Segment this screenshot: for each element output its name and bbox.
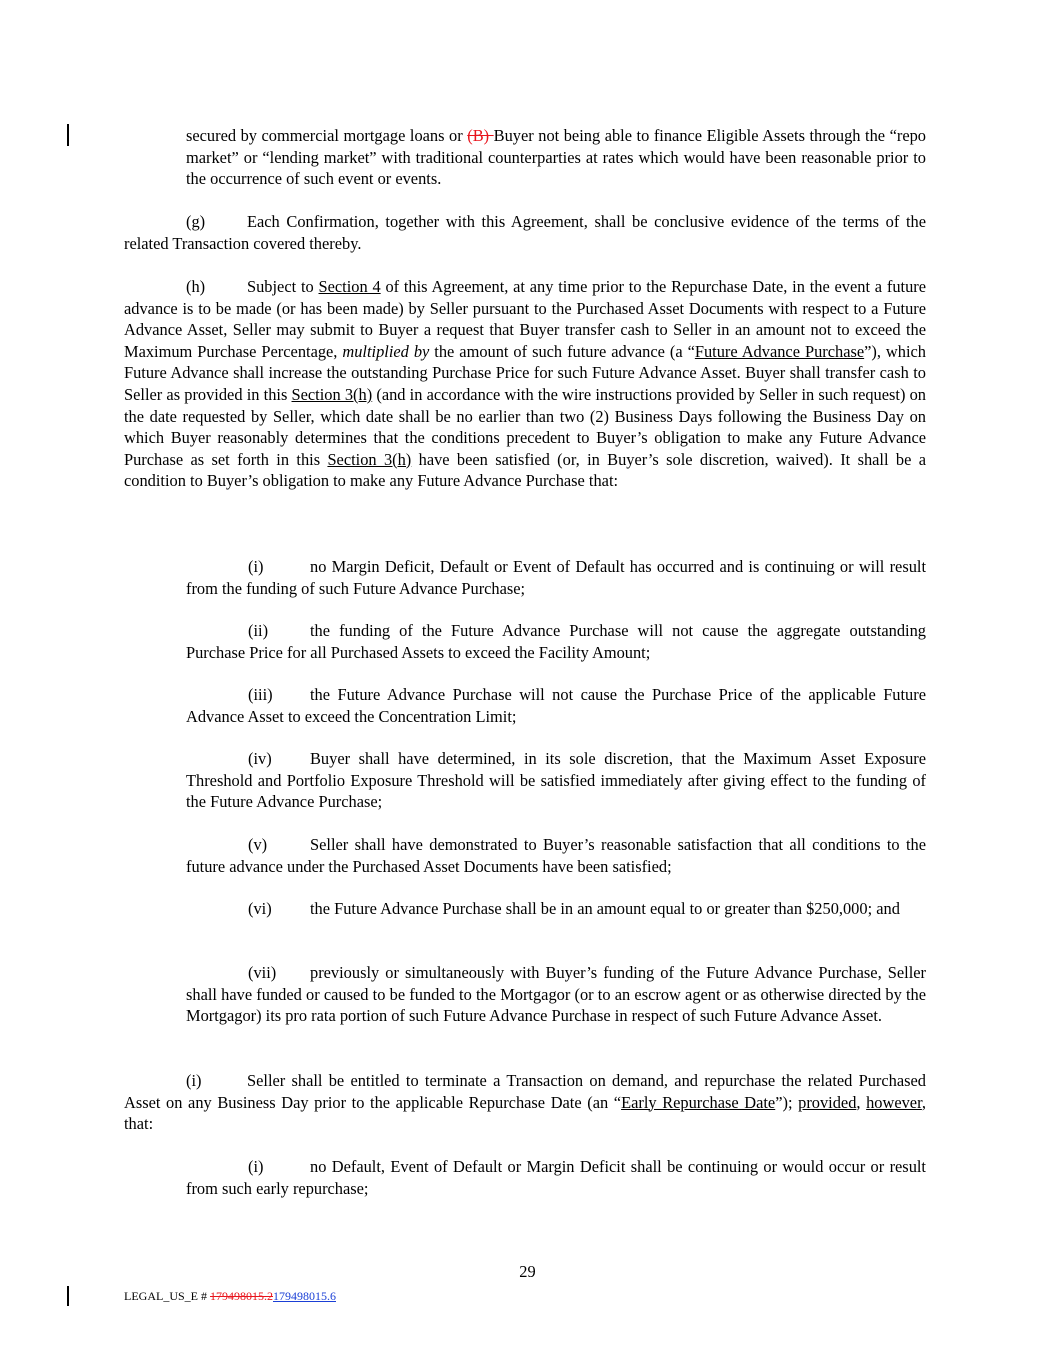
paragraph-h: (h) Subject to Section 4 of this Agreement, at any time prior to the Repurchase Date, in the event a future advance is to be made (or has been made) by Seller pursuant to the Purchased Asset Documents with respect to a Future Advance Asset, Seller may submit to Buyer a request that Buyer transfer cash to Seller in an amount not to exceed the Maximum Purchase Percentage, multiplied by the amount of such future advance (a “Future Advance Purchase”), which Future Advance shall increase the outstanding Purchase Price for such Future Advance Asset. Buyer shall transfer cash to Seller as provided in this Section 3(h) (and in accordance with the wire instructions provided by Seller in such request) on the date requested by Seller, which date shall be no earlier than two (2) Business Days following the Business Day on which Buyer reasonably determines that the conditions precedent to Buyer’s obligation to make any Future Advance Purchase as set forth in this Section 3(h) have been satisfied (or, in Buyer’s sole discretion, waived). It shall be a condition to Buyer’s obligation to make any Future Advance Purchase that: — [124, 277, 927, 491]
footer-deleted-id: 179498015.2 — [210, 1289, 273, 1303]
list-item-label: (i) — [248, 1157, 264, 1176]
list-item-text: the Future Advance Purchase will not cause the Purchase Price of the applicable Future Advance Asset to exceed the Concentration Limit; — [186, 685, 926, 726]
section-reference: Section 4 — [318, 277, 381, 296]
list-item-text: no Default, Event of Default or Margin Deficit shall be continuing or would occur or result from such early repurchase; — [186, 1157, 926, 1198]
list-item-text: the funding of the Future Advance Purchase will not cause the aggregate outstanding Purchase Price for all Purchased Assets to exceed the Facility Amount; — [186, 621, 926, 662]
section-reference: Section 3(h) — [327, 449, 412, 469]
list-item-text: no Margin Deficit, Default or Event of Default has occurred and is continuing or will result from the funding of such Future Advance Purchase; — [186, 557, 926, 598]
list-item-label: (iv) — [248, 749, 272, 768]
list-item-text: previously or simultaneously with Buyer’s funding of the Future Advance Purchase, Seller shall have funded or caused to be funded to the Mortgagor (or to an escrow agent or as otherwise directed by the Mortgagor) its pro rata portion of such Future Advance Purchase in respect of such Future Advance Asset. — [186, 963, 926, 1026]
list-item-text: the Future Advance Purchase shall be in an amount equal to or greater than $250,000; and — [310, 899, 900, 918]
list-item — [186, 1156, 926, 1199]
section-reference: Section 3(h) — [291, 384, 373, 404]
list-item — [186, 898, 926, 920]
list-item-label: (vii) — [248, 963, 277, 982]
list-item-label: (vi) — [248, 899, 272, 918]
paragraph-i: (i) Seller shall be entitled to terminate a Transaction on demand, and repurchase the related Purchased Asset on any Business Day prior to the applicable Repurchase Date (an “Early Repurchase Date”); provided, however, that: — [124, 1071, 926, 1134]
list-item — [186, 620, 926, 663]
list-item — [186, 748, 926, 813]
footer-prefix: LEGAL_US_E # — [124, 1289, 210, 1303]
list-item-label: (ii) — [248, 621, 269, 640]
list-item-label: (i) — [248, 557, 264, 576]
page-number: 29 — [519, 1262, 536, 1281]
paragraph-g: (g) Each Confirmation, together with this Agreement, shall be conclusive evidence of the terms of the related Transaction covered thereby. — [124, 212, 926, 253]
document-footer — [124, 1289, 336, 1304]
defined-term: Future Advance Purchase — [694, 341, 865, 361]
list-item — [186, 834, 926, 877]
deleted-text: (B) — [467, 126, 494, 145]
list-item-label: (v) — [248, 835, 268, 854]
list-item-text: Buyer shall have determined, in its sole discretion, that the Maximum Asset Exposure Threshold and Portfolio Exposure Threshold will be satisfied immediately after giving effect to the funding of the Future Advance Purchase; — [186, 749, 926, 812]
list-item-text: Seller shall have demonstrated to Buyer’s reasonable satisfaction that all conditions to the future advance under the Purchased Asset Documents have been satisfied; — [186, 835, 926, 876]
paragraph-label: (i) — [186, 1071, 202, 1090]
paragraph-label: (g) — [186, 212, 206, 231]
list-item — [186, 962, 926, 1027]
paragraph-continuation: secured by commercial mortgage loans or (B) Buyer not being able to finance Eligible Assets through the “repo market” or “lending market” with traditional counterparties at rates which would have been reasonable prior to the occurrence of such event or events. — [186, 126, 926, 189]
footer-inserted-id: 179498015.6 — [273, 1289, 336, 1303]
change-bar — [67, 1286, 69, 1306]
list-item-label: (iii) — [248, 685, 273, 704]
paragraph-label: (h) — [186, 277, 206, 296]
list-item — [186, 556, 926, 599]
list-item — [186, 684, 926, 727]
change-bar — [67, 124, 69, 146]
defined-term: Early Repurchase Date — [621, 1092, 776, 1112]
